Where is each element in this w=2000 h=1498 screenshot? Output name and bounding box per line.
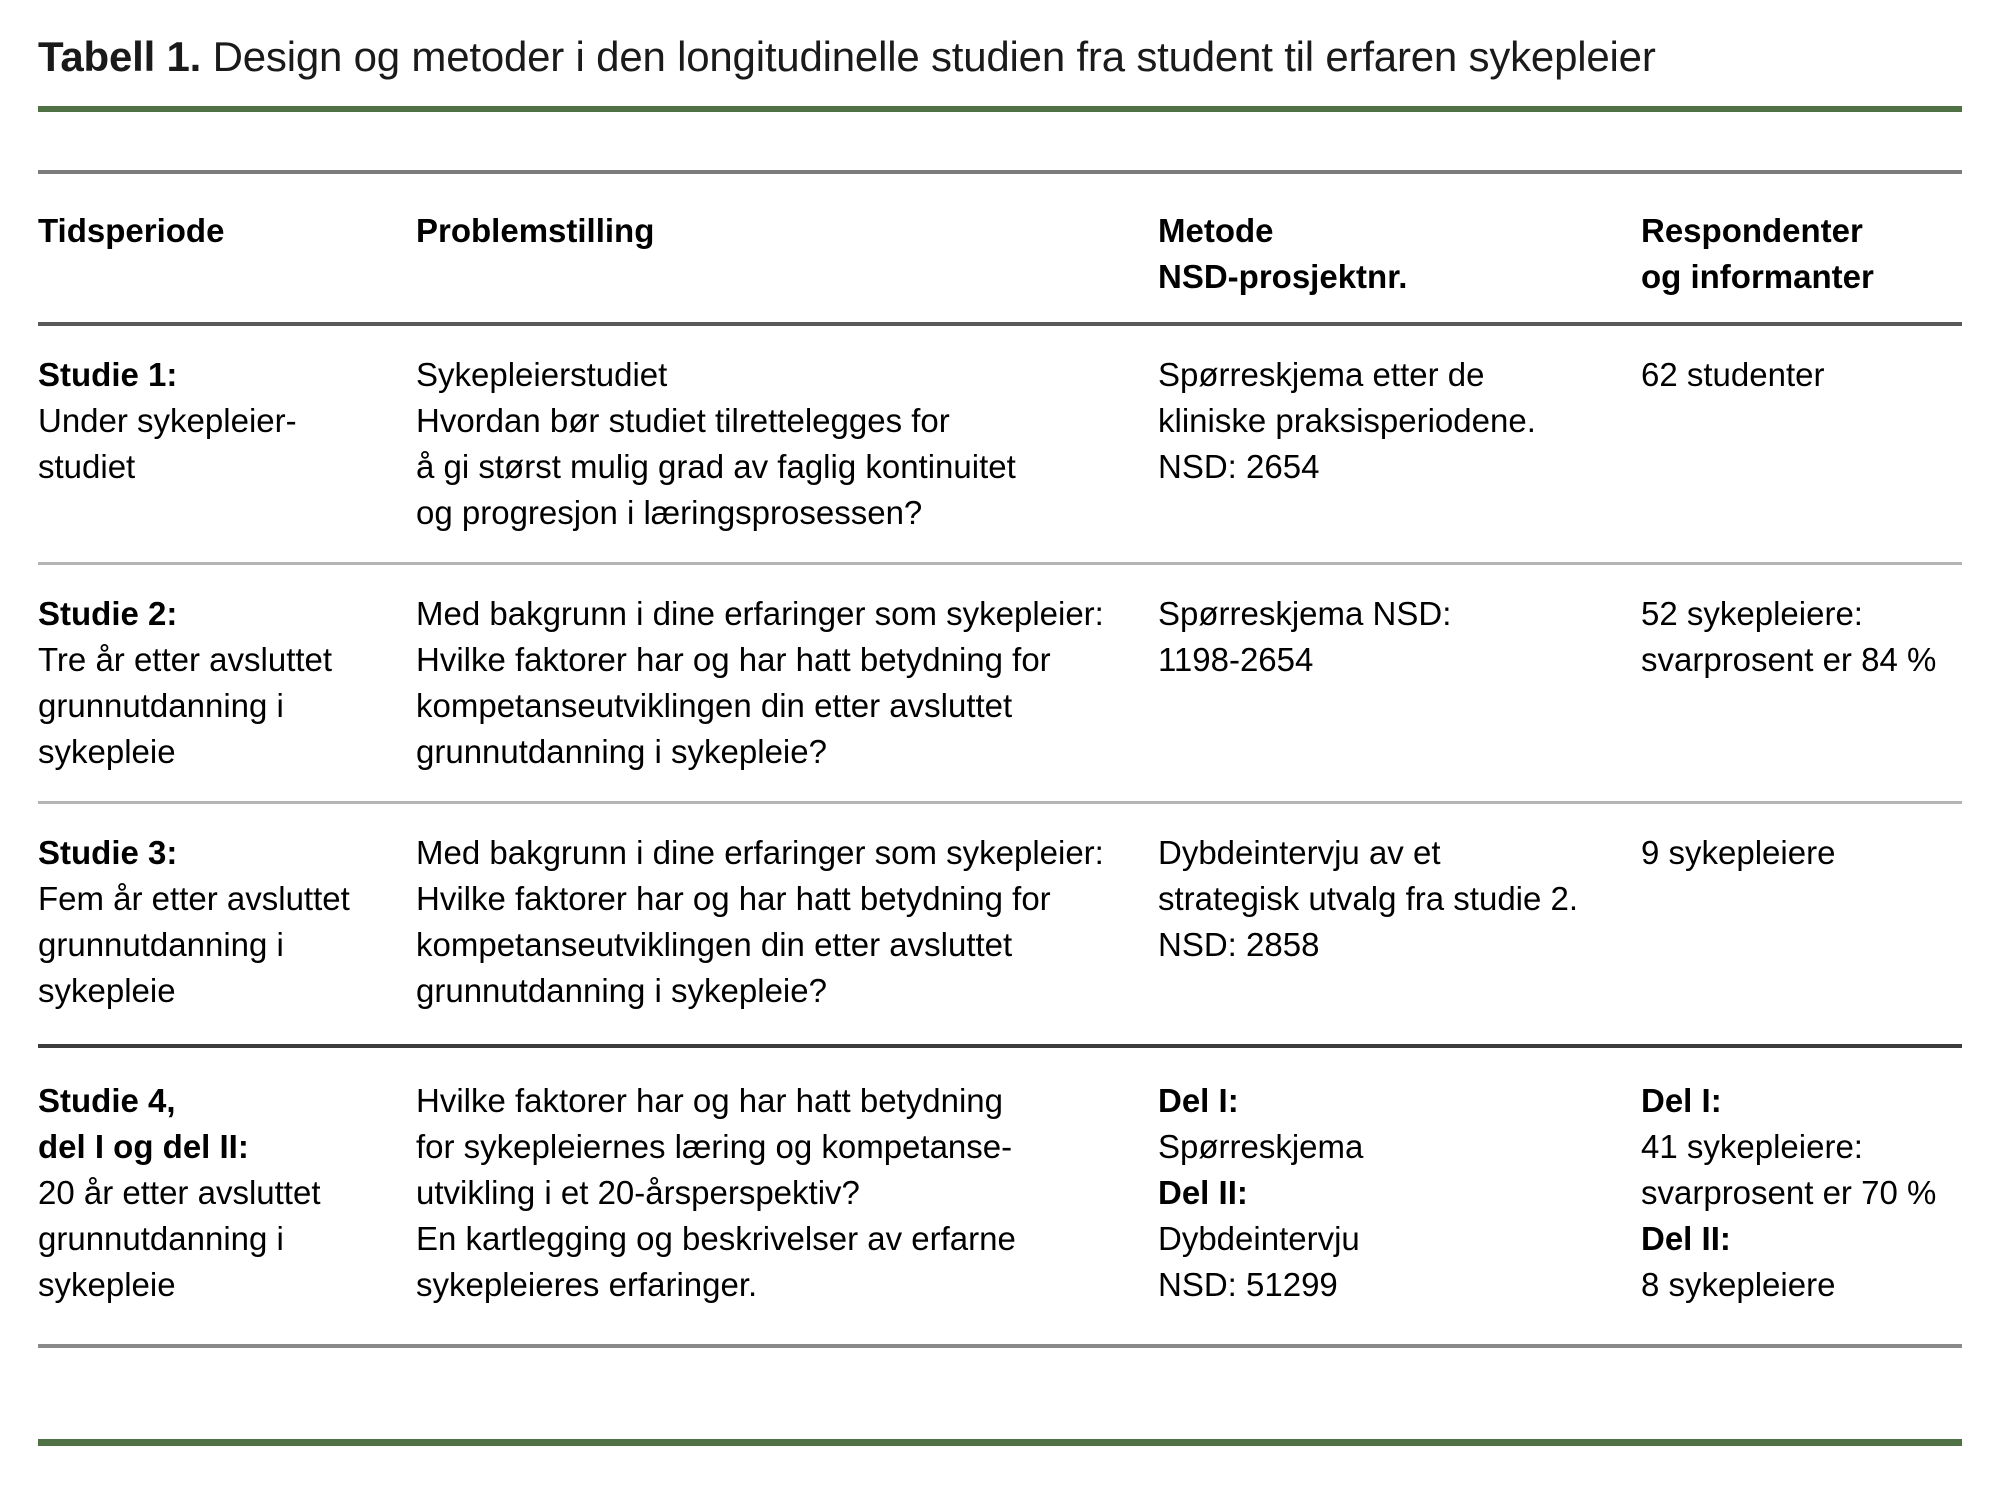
cell-problemstilling — [416, 352, 1158, 536]
cell-line: å gi størst mulig grad av faglig kontinuitet — [416, 447, 1016, 485]
spacer-cell — [38, 174, 1962, 208]
spacer-cell — [38, 565, 1962, 591]
spacer-row — [38, 1048, 1962, 1078]
cell-line: Fem år etter avsluttet — [38, 879, 350, 917]
cell-line: utvikling i et 20-årsperspektiv? — [416, 1173, 860, 1211]
cell-line: svarprosent er 70 % — [1641, 1173, 1937, 1211]
cell-problemstilling — [416, 591, 1158, 775]
cell-lines-problemstilling — [416, 352, 1158, 536]
cell-line: studiet — [38, 447, 136, 485]
cell-lines-problemstilling — [416, 1078, 1158, 1308]
cell-line: grunnutdanning i sykepleie? — [416, 971, 827, 1009]
cell-line: Spørreskjema NSD: — [1158, 594, 1452, 632]
cell-line: NSD: 51299 — [1158, 1265, 1338, 1303]
cell-problemstilling — [416, 1078, 1158, 1308]
cell-respondenter — [1641, 591, 1962, 775]
cell-metode — [1158, 591, 1641, 775]
header-line: Respondenter — [1641, 211, 1863, 249]
cell-line: Med bakgrunn i dine erfaringer som sykepleier: — [416, 833, 1104, 871]
cell-line: Hvordan bør studiet tilrettelegges for — [416, 401, 950, 439]
cell-line: sykepleieres erfaringer. — [416, 1265, 758, 1303]
cell-line: Spørreskjema etter de — [1158, 355, 1485, 393]
cell-line: Del II: — [1158, 1173, 1248, 1211]
spacer-row-above-header-bottom-rule — [38, 300, 1962, 322]
cell-line: Del I: — [1641, 1081, 1722, 1119]
caption-text: Design og metoder i den longitudinelle studien fra student til erfaren sykepleier — [201, 33, 1656, 80]
cell-line: kompetanseutviklingen din etter avsluttet — [416, 925, 1013, 963]
table-header-row — [38, 208, 1962, 300]
spacer-cell — [38, 1308, 1962, 1344]
cell-tidsperiode — [38, 1078, 416, 1308]
cell-respondenter — [1641, 1078, 1962, 1308]
table-row — [38, 352, 1962, 536]
cell-tidsperiode — [38, 591, 416, 775]
spacer-cell — [38, 112, 1962, 170]
cell-line: 9 sykepleiere — [1641, 833, 1836, 871]
cell-line: Studie 4, — [38, 1081, 176, 1119]
spacer-cell — [38, 300, 1962, 322]
spacer-cell — [38, 1014, 1962, 1044]
cell-line: Studie 3: — [38, 833, 178, 871]
caption-label: Tabell 1. — [38, 33, 202, 80]
header-line: Metode — [1158, 211, 1274, 249]
cell-metode — [1158, 1078, 1641, 1308]
spacer-cell — [38, 775, 1962, 801]
cell-line: Hvilke faktorer har og har hatt betydning for — [416, 640, 1051, 678]
cell-lines-metode — [1158, 830, 1641, 968]
cell-lines-tidsperiode — [38, 1078, 416, 1308]
spacer-row — [38, 565, 1962, 591]
table-caption — [38, 0, 1962, 82]
spacer-cell — [38, 326, 1962, 352]
spacer-cell — [38, 1048, 1962, 1078]
cell-metode — [1158, 352, 1641, 536]
cell-line: 8 sykepleiere — [1641, 1265, 1836, 1303]
cell-line: En kartlegging og beskrivelser av erfarne — [416, 1219, 1016, 1257]
cell-line: grunnutdanning i — [38, 1219, 284, 1257]
cell-problemstilling — [416, 830, 1158, 1014]
cell-respondenter — [1641, 352, 1962, 536]
spacer-cell — [38, 804, 1962, 830]
spacer-row-above-header — [38, 112, 1962, 170]
table-row — [38, 830, 1962, 1014]
cell-lines-respondenter — [1641, 1078, 1962, 1308]
cell-line: Spørreskjema — [1158, 1127, 1364, 1165]
spacer-row — [38, 536, 1962, 562]
cell-lines-tidsperiode — [38, 591, 416, 775]
cell-line: Tre år etter avsluttet — [38, 640, 333, 678]
header-line: Tidsperiode — [38, 211, 225, 249]
table-bottom-rule-cell — [38, 1344, 1962, 1348]
cell-lines-tidsperiode — [38, 352, 416, 490]
table-bottom-rule-row — [38, 1344, 1962, 1348]
table-bottom-rule — [38, 1344, 1962, 1348]
cell-line: sykepleie — [38, 971, 176, 1009]
cell-line: for sykepleiernes læring og kompetanse- — [416, 1127, 1013, 1165]
cell-line: strategisk utvalg fra studie 2. — [1158, 879, 1579, 917]
cell-lines-tidsperiode — [38, 830, 416, 1014]
cell-lines-metode — [1158, 591, 1641, 683]
cell-tidsperiode — [38, 352, 416, 536]
cell-line: grunnutdanning i sykepleie? — [416, 732, 827, 770]
spacer-row — [38, 1014, 1962, 1044]
cell-line: Under sykepleier- — [38, 401, 297, 439]
header-line: NSD-prosjektnr. — [1158, 257, 1408, 295]
column-header-tidsperiode — [38, 208, 416, 300]
cell-line: Del I: — [1158, 1081, 1239, 1119]
cell-line: Med bakgrunn i dine erfaringer som sykepleier: — [416, 594, 1104, 632]
cell-line: Dybdeintervju — [1158, 1219, 1360, 1257]
cell-line: sykepleie — [38, 732, 176, 770]
cell-metode — [1158, 830, 1641, 1014]
cell-line: grunnutdanning i — [38, 686, 284, 724]
cell-lines-metode — [1158, 1078, 1641, 1308]
cell-line: Hvilke faktorer har og har hatt betydning — [416, 1081, 1003, 1119]
table-accent-bottom-rule — [38, 1439, 1962, 1446]
column-header-problemstilling — [416, 208, 1158, 300]
cell-lines-metode — [1158, 352, 1641, 490]
cell-lines-respondenter — [1641, 591, 1962, 683]
study-design-table — [38, 112, 1962, 1348]
cell-line: kliniske praksisperiodene. — [1158, 401, 1536, 439]
cell-line: 41 sykepleiere: — [1641, 1127, 1863, 1165]
cell-line: sykepleie — [38, 1265, 176, 1303]
column-header-metode — [1158, 208, 1641, 300]
cell-tidsperiode — [38, 830, 416, 1014]
cell-lines-respondenter — [1641, 830, 1962, 876]
header-line: Problemstilling — [416, 211, 655, 249]
cell-line: og progresjon i læringsprosessen? — [416, 493, 923, 531]
cell-line: Studie 1: — [38, 355, 178, 393]
cell-line: del I og del II: — [38, 1127, 249, 1165]
spacer-row — [38, 775, 1962, 801]
cell-line: 20 år etter avsluttet — [38, 1173, 321, 1211]
column-header-respondenter — [1641, 208, 1962, 300]
cell-line: Studie 2: — [38, 594, 178, 632]
cell-line: kompetanseutviklingen din etter avsluttet — [416, 686, 1013, 724]
spacer-cell — [38, 536, 1962, 562]
cell-line: 1198-2654 — [1158, 640, 1314, 678]
spacer-row — [38, 804, 1962, 830]
cell-line: Hvilke faktorer har og har hatt betydning for — [416, 879, 1051, 917]
cell-lines-problemstilling — [416, 591, 1158, 775]
header-line: og informanter — [1641, 257, 1874, 295]
cell-respondenter — [1641, 830, 1962, 1014]
cell-line: NSD: 2858 — [1158, 925, 1320, 963]
cell-line: 62 studenter — [1641, 355, 1825, 393]
table-row — [38, 591, 1962, 775]
cell-line: Dybdeintervju av et — [1158, 833, 1441, 871]
spacer-row — [38, 1308, 1962, 1344]
cell-line: Sykepleierstudiet — [416, 355, 668, 393]
cell-line: svarprosent er 84 % — [1641, 640, 1937, 678]
table-row — [38, 1078, 1962, 1308]
cell-line: 52 sykepleiere: — [1641, 594, 1863, 632]
cell-lines-problemstilling — [416, 830, 1158, 1014]
cell-line: grunnutdanning i — [38, 925, 284, 963]
spacer-row-below-header-rule — [38, 174, 1962, 208]
spacer-row-below-header-bottom-rule — [38, 326, 1962, 352]
cell-line: Del II: — [1641, 1219, 1731, 1257]
cell-lines-respondenter — [1641, 352, 1962, 398]
cell-line: NSD: 2654 — [1158, 447, 1320, 485]
